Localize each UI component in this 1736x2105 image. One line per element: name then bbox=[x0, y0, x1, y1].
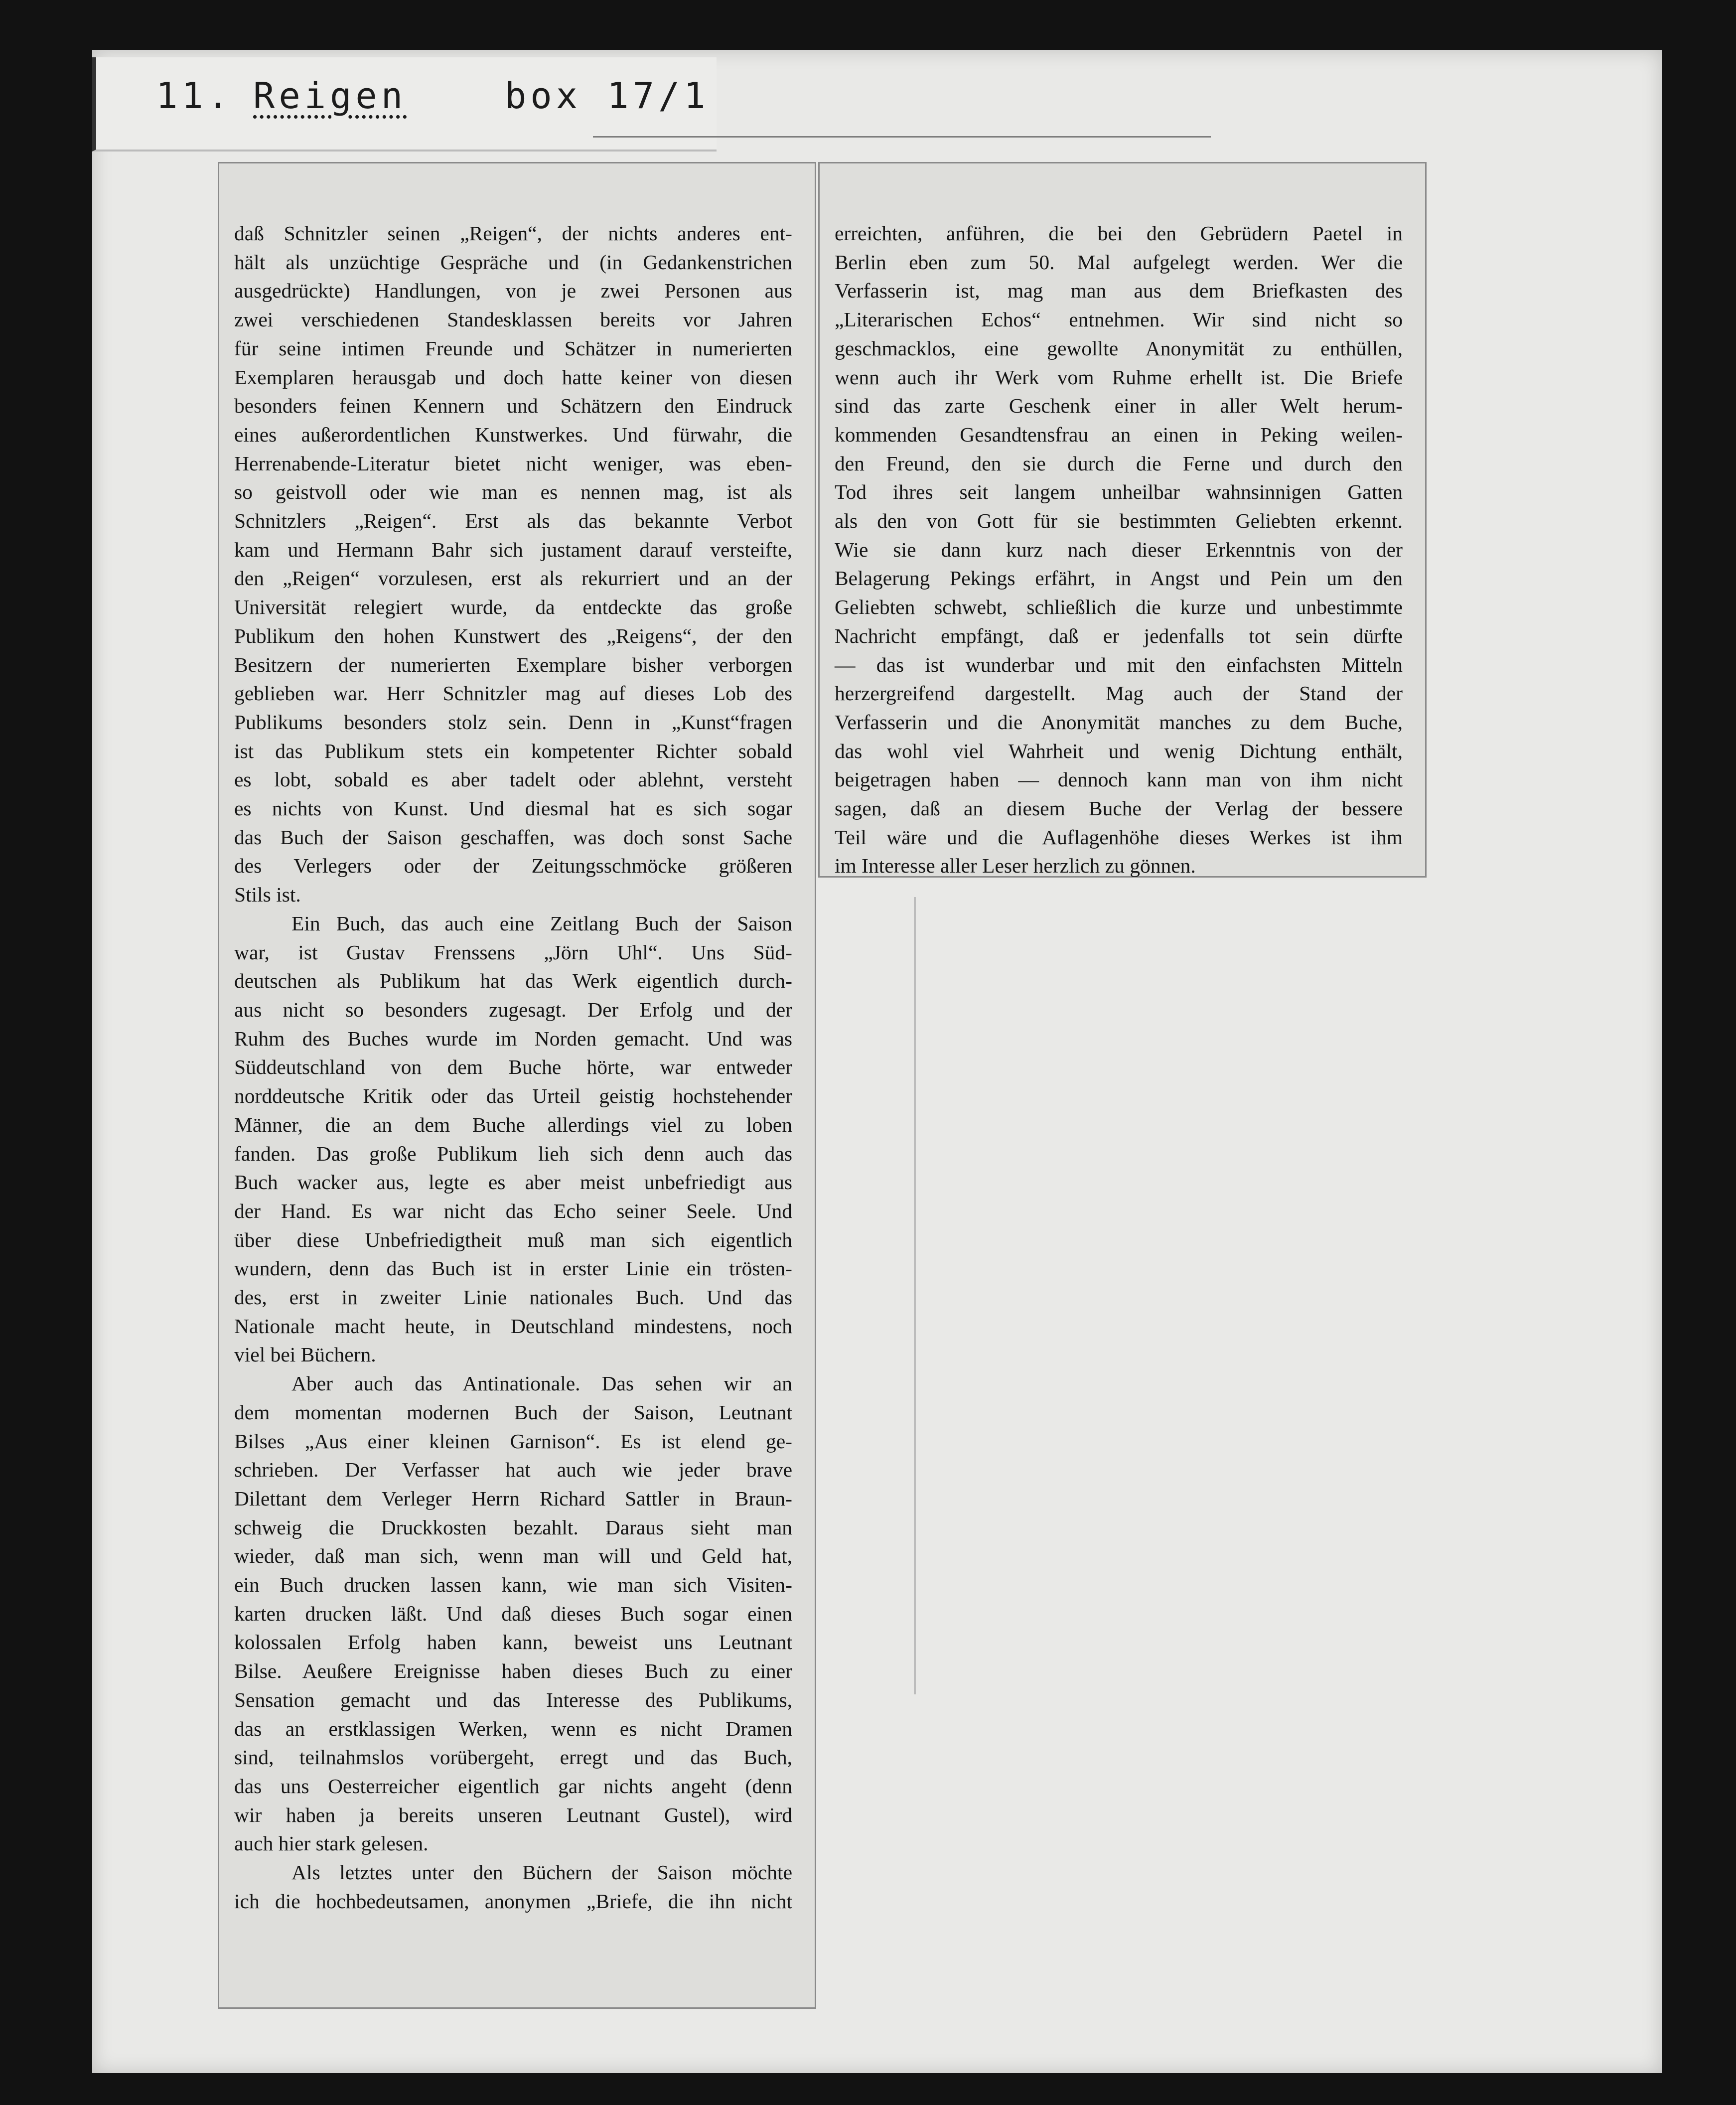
text-line: Sensation gemacht und das Interesse des Publikums, bbox=[234, 1688, 792, 1711]
text-line: — das ist wunderbar und mit den einfachsten Mitteln bbox=[835, 653, 1403, 676]
header-title: Reigen bbox=[253, 75, 407, 117]
text-line: so geistvoll oder wie man es nennen mag, ist als bbox=[234, 480, 792, 504]
text-line: es lobt, sobald es aber tadelt oder ablehnt, versteht bbox=[234, 768, 792, 791]
text-line: sagen, daß an diesem Buche der Verlag der bessere bbox=[835, 797, 1403, 820]
text-line: sind, teilnahmslos vorübergeht, erregt und das Buch, bbox=[234, 1746, 792, 1769]
text-line: Teil wäre und die Auflagenhöhe dieses Werkes ist ihm bbox=[835, 825, 1403, 849]
text-line: erreichten, anführen, die bei den Gebrüdern Paetel in bbox=[835, 222, 1403, 245]
text-line: Publikum den hohen Kunstwert des „Reigens“, der den bbox=[234, 624, 792, 647]
text-line: daß Schnitzler seinen „Reigen“, der nichts anderes ent- bbox=[234, 222, 792, 245]
text-line: Wie sie dann kurz nach dieser Erkenntnis von der bbox=[835, 538, 1403, 561]
article-column-left bbox=[234, 219, 792, 1916]
text-line: ich die hochbedeutsamen, anonymen „Briefe, die ihn nicht bbox=[234, 1889, 792, 1913]
text-line: Belagerung Pekings erfährt, in Angst und Pein um den bbox=[835, 567, 1403, 590]
text-line: Männer, die an dem Buche allerdings viel zu loben bbox=[234, 1113, 792, 1136]
column-divider bbox=[914, 897, 916, 1694]
text-line: wundern, denn das Buch ist in erster Linie ein trösten- bbox=[234, 1257, 792, 1280]
text-line: geschmacklos, eine gewollte Anonymität zu enthüllen, bbox=[835, 336, 1403, 360]
text-line: als den von Gott für sie bestimmten Geliebten erkennt. bbox=[835, 509, 1403, 533]
text-line: schrieben. Der Verfasser hat auch wie jeder brave bbox=[234, 1458, 792, 1482]
text-line: geblieben war. Herr Schnitzler mag auf dieses Lob des bbox=[234, 682, 792, 705]
text-line: sind das zarte Geschenk einer in aller Welt herum- bbox=[835, 394, 1403, 418]
text-line: deutschen als Publikum hat das Werk eigentlich durch- bbox=[234, 969, 792, 993]
text-line: Ruhm des Buches wurde im Norden gemacht. Und was bbox=[234, 1027, 792, 1050]
text-line: der Hand. Es war nicht das Echo seiner Seele. Und bbox=[234, 1199, 792, 1222]
text-line: den Freund, den sie durch die Ferne und durch den bbox=[835, 451, 1403, 475]
text-line: Besitzern der numerierten Exemplare bisher verborgen bbox=[234, 653, 792, 676]
text-line: Geliebten schwebt, schließlich die kurze und unbestimmte bbox=[835, 596, 1403, 619]
text-line: kam und Hermann Bahr sich justament darauf versteifte, bbox=[234, 538, 792, 561]
text-line: herzergreifend dargestellt. Mag auch der Stand der bbox=[835, 682, 1403, 705]
text-line: eines außerordentlichen Kunstwerkes. Und fürwahr, die bbox=[234, 423, 792, 446]
text-line: Stils ist. bbox=[234, 883, 301, 906]
text-line: wieder, daß man sich, wenn man will und Geld hat, bbox=[234, 1544, 792, 1568]
text-line: Publikums besonders stolz sein. Denn in „Kunst“fragen bbox=[234, 710, 792, 734]
header-number: 11. bbox=[156, 75, 233, 117]
text-line: Nachricht empfängt, daß er jedenfalls tot sein dürfte bbox=[835, 624, 1403, 647]
text-line: Herrenabende-Literatur bietet nicht weniger, was eben- bbox=[234, 451, 792, 475]
header-box-label: box 17/1 bbox=[505, 75, 710, 117]
text-line: Als letztes unter den Büchern der Saison möchte bbox=[291, 1861, 792, 1884]
text-line: dem momentan modernen Buch der Saison, Leutnant bbox=[234, 1400, 792, 1424]
text-line: Berlin eben zum 50. Mal aufgelegt werden. Wer die bbox=[835, 250, 1403, 274]
text-line: hält als unzüchtige Gespräche und (in Gedankenstrichen bbox=[234, 250, 792, 274]
text-line: schweig die Druckkosten bezahlt. Daraus sieht man bbox=[234, 1515, 792, 1539]
text-line: kolossalen Erfolg haben kann, beweist uns Leutnant bbox=[234, 1631, 792, 1654]
text-line: Aber auch das Antinationale. Das sehen wir an bbox=[291, 1372, 792, 1395]
text-line: Exemplaren herausgab und doch hatte keiner von diesen bbox=[234, 365, 792, 389]
text-line: das uns Oesterreicher eigentlich gar nichts angeht (denn bbox=[234, 1774, 792, 1798]
text-line: ist das Publikum stets ein kompetenter Richter sobald bbox=[234, 739, 792, 762]
text-line: das an erstklassigen Werken, wenn es nicht Dramen bbox=[234, 1717, 792, 1740]
text-line: Schnitzlers „Reigen“. Erst als das bekannte Verbot bbox=[234, 509, 792, 533]
text-line: Dilettant dem Verleger Herrn Richard Sattler in Braun- bbox=[234, 1487, 792, 1510]
text-line: „Literarischen Echos“ entnehmen. Wir sind nicht so bbox=[835, 308, 1403, 331]
text-line: Bilse. Aeußere Ereignisse haben dieses Buch zu einer bbox=[234, 1659, 792, 1683]
text-line: wenn auch ihr Werk vom Ruhme erhellt ist. Die Briefe bbox=[835, 365, 1403, 389]
text-line: es nichts von Kunst. Und diesmal hat es sich sogar bbox=[234, 797, 792, 820]
text-line: norddeutsche Kritik oder das Urteil geistig hochstehender bbox=[234, 1084, 792, 1108]
text-line: Bilses „Aus einer kleinen Garnison“. Es ist elend ge- bbox=[234, 1429, 792, 1453]
text-line: für seine intimen Freunde und Schätzer in numerierten bbox=[234, 336, 792, 360]
text-line: Nationale macht heute, in Deutschland mindestens, noch bbox=[234, 1314, 792, 1338]
text-line: ein Buch drucken lassen kann, wie man sich Visiten- bbox=[234, 1573, 792, 1597]
text-line: auch hier stark gelesen. bbox=[234, 1832, 429, 1855]
text-line: Ein Buch, das auch eine Zeitlang Buch der Saison bbox=[291, 911, 792, 935]
text-line: im Interesse aller Leser herzlich zu gönnen. bbox=[835, 854, 1196, 878]
text-line: den „Reigen“ vorzulesen, erst als rekurriert und an der bbox=[234, 567, 792, 590]
text-line: Buch wacker aus, legte es aber meist unbefriedigt aus bbox=[234, 1171, 792, 1194]
text-line: ausgedrückte) Handlungen, von je zwei Personen aus bbox=[234, 279, 792, 302]
text-line: kommenden Gesandtensfrau an einen in Peking weilen- bbox=[835, 423, 1403, 446]
text-line: zwei verschiedenen Standesklassen bereits vor Jahren bbox=[234, 308, 792, 331]
text-line: war, ist Gustav Frenssens „Jörn Uhl“. Uns Süd- bbox=[234, 940, 792, 964]
text-line: beigetragen haben — dennoch kann man von ihm nicht bbox=[835, 768, 1403, 791]
text-line: besonders feinen Kennern und Schätzern den Eindruck bbox=[234, 394, 792, 418]
text-line: Tod ihres seit langem unheilbar wahnsinnigen Gatten bbox=[835, 480, 1403, 504]
text-line: Universität relegiert wurde, da entdeckte das große bbox=[234, 596, 792, 619]
text-line: über diese Unbefriedigtheit muß man sich eigentlich bbox=[234, 1228, 792, 1251]
text-line: wir haben ja bereits unseren Leutnant Gustel), wird bbox=[234, 1803, 792, 1826]
top-rule bbox=[593, 136, 1211, 138]
text-line: das Buch der Saison geschaffen, was doch sonst Sache bbox=[234, 825, 792, 849]
article-column-right bbox=[835, 219, 1403, 881]
text-line: viel bei Büchern. bbox=[234, 1343, 376, 1366]
text-line: aus nicht so besonders zugesagt. Der Erfolg und der bbox=[234, 998, 792, 1021]
text-line: das wohl viel Wahrheit und wenig Dichtung enthält, bbox=[835, 739, 1403, 762]
text-line: Verfasserin und die Anonymität manches zu dem Buche, bbox=[835, 710, 1403, 734]
text-line: des Verlegers oder der Zeitungsschmöcke größeren bbox=[234, 854, 792, 878]
text-line: fanden. Das große Publikum lieh sich denn auch das bbox=[234, 1142, 792, 1165]
text-line: Verfasserin ist, mag man aus dem Briefkasten des bbox=[835, 279, 1403, 302]
text-line: karten drucken läßt. Und daß dieses Buch sogar einen bbox=[234, 1602, 792, 1625]
text-line: Süddeutschland von dem Buche hörte, war entweder bbox=[234, 1055, 792, 1079]
text-line: des, erst in zweiter Linie nationales Buch. Und das bbox=[234, 1286, 792, 1309]
